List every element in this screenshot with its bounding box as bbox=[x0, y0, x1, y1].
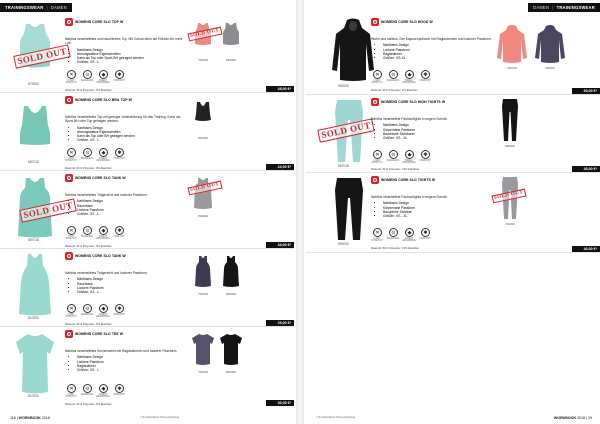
left-header-sub: DAMEN bbox=[50, 5, 67, 10]
material-text: Material: 91% Polyester, 9% Elasthan bbox=[65, 166, 112, 170]
page-number: 19 bbox=[588, 416, 592, 420]
year: 2018 bbox=[41, 416, 50, 420]
comfort-icon: ✱ bbox=[421, 228, 430, 237]
product-card[interactable] bbox=[306, 94, 600, 173]
feature-item: • Größen: XS - L bbox=[77, 138, 187, 142]
page-number: 116 bbox=[10, 416, 16, 420]
feature-icons: ✕ 4 WAY STRETCH ⊙ SEAMLESS ◆ SWEAT ABSORBING ✱ COMFORT bbox=[65, 150, 125, 162]
feature-item: • Größen: XS - L bbox=[77, 368, 187, 372]
product-info bbox=[371, 98, 493, 140]
thumb-sku: 790200 bbox=[197, 292, 208, 296]
feature-item: • Größen: XS - XL bbox=[383, 214, 493, 218]
feature-item: • Bauchfreie Sichtbarer bbox=[383, 132, 493, 136]
feature-item: • Größen: XS - L bbox=[77, 290, 187, 294]
product-sku: 990000 bbox=[338, 242, 350, 246]
seamless-icon: ⊙ bbox=[83, 226, 92, 235]
product-title: WOMENS CORE SLO HIGH TIGHTS W bbox=[381, 100, 446, 104]
feature-item: • Lockere Passform bbox=[383, 48, 493, 52]
thumb-image[interactable] bbox=[218, 20, 244, 54]
seamless-icon: ⊙ bbox=[389, 70, 398, 79]
feature-list bbox=[77, 126, 187, 143]
product-description: Nahtlos verarbeitete Fashiontights in engem Schnitt. bbox=[371, 117, 448, 121]
price-tag: 34,00 €* bbox=[266, 242, 294, 248]
feature-item: • Nahtloses Design bbox=[77, 277, 187, 281]
product-info bbox=[65, 174, 187, 216]
thumb-sku: 990000 bbox=[197, 214, 208, 218]
right-page bbox=[306, 0, 600, 424]
feature-list bbox=[383, 123, 493, 140]
feature-list bbox=[77, 48, 187, 65]
thumb-sku: 990000 bbox=[504, 144, 515, 148]
product-info bbox=[65, 96, 187, 142]
thumb-sku: 990000 bbox=[225, 370, 236, 374]
feature-icons: ✕ 4 WAY STRETCH ⊙ SEAMLESS ◆ SWEAT ABSORBING ✱ COMFORT bbox=[65, 228, 125, 240]
material-text: Material: 91% Polyester, 9% Elasthan bbox=[65, 322, 112, 326]
comfort-icon: ✱ bbox=[115, 226, 124, 235]
product-image bbox=[10, 96, 60, 162]
thumb-image[interactable] bbox=[190, 98, 216, 132]
thumb-image[interactable] bbox=[498, 98, 522, 142]
footnote: * Unverbindliche Preisempfehlung bbox=[316, 416, 356, 419]
thumb-sku: 990000 bbox=[225, 292, 236, 296]
price-tag: 30,00 €* bbox=[266, 400, 294, 406]
left-header-section: TRAININGSWEAR bbox=[5, 5, 44, 10]
product-title: WOMENS CORE SLO TEE W bbox=[75, 332, 124, 336]
product-card[interactable] bbox=[0, 92, 294, 171]
comfort-icon: ✱ bbox=[115, 70, 124, 79]
product-info bbox=[371, 176, 493, 218]
comfort-icon: ✱ bbox=[421, 70, 430, 79]
feature-list bbox=[383, 201, 493, 218]
material-text: Material: 81% Polyester, 19% Elasthan bbox=[371, 167, 420, 171]
product-card[interactable] bbox=[0, 14, 294, 93]
product-sku: 810000 bbox=[28, 394, 40, 398]
feature-list bbox=[77, 199, 187, 216]
product-description: Nahtlos verarbeitetes und bauchfreies Top. Mit Cutout oben am Rücken für mehr Luft. bbox=[65, 37, 183, 46]
material-text: Material: 91% Polyester, 9% Elasthan bbox=[65, 88, 112, 92]
stretch-icon: ✕ bbox=[373, 228, 382, 237]
price-tag: 24,00 €* bbox=[266, 164, 294, 170]
feature-item: • Nahtloses Design bbox=[383, 123, 493, 127]
feature-icons: ✕ 4 WAY STRETCH ⊙ SEAMLESS ◆ SWEAT ABSORBING ✱ COMFORT bbox=[371, 72, 431, 84]
thumb-image[interactable] bbox=[534, 24, 566, 64]
feature-icons: ✕ 4 WAY STRETCH ⊙ SEAMLESS ◆ SWEAT ABSORBING ✱ COMFORT bbox=[65, 386, 125, 398]
stretch-icon: ✕ bbox=[373, 150, 382, 159]
product-title: WOMENS CORE SLO TIGHTS W bbox=[381, 178, 436, 182]
feature-list bbox=[383, 43, 493, 60]
sold-out-stamp-thumb: SOLD OUT bbox=[492, 189, 527, 204]
feature-icons: ✕ 4 WAY STRETCH ⊙ SEAMLESS ◆ SWEAT ABSORBING ✱ COMFORT bbox=[65, 72, 125, 84]
product-image bbox=[324, 176, 374, 242]
feature-item: • Kann als Top oder Sport-BH getragen werden bbox=[77, 56, 187, 60]
sweat-icon: ◆ bbox=[405, 150, 414, 159]
left-page-footer: 116 | WORKBOOK 2018 bbox=[10, 416, 50, 420]
product-sku: 990000 bbox=[338, 84, 350, 88]
feature-item: • Größen: XS - XL bbox=[383, 136, 493, 140]
sold-out-stamp: SOLD OUT bbox=[19, 198, 77, 222]
brand-name: WORKBOOK bbox=[18, 416, 41, 420]
sweat-icon: ◆ bbox=[405, 228, 414, 237]
sold-out-stamp: SOLD OUT bbox=[13, 44, 71, 68]
sweat-icon: ◆ bbox=[405, 70, 414, 79]
page-gutter bbox=[296, 0, 304, 424]
product-image bbox=[10, 330, 60, 396]
sold-out-stamp: SOLD OUT bbox=[317, 118, 375, 142]
right-page-footer: WORKBOOK 2018 | 19 bbox=[553, 416, 592, 420]
feature-item: • Größen: XS - L bbox=[77, 60, 187, 64]
product-description: Warm und nahtlos. Der Kapuzenpullover mit Raglanärmeln und lockerer Passform. bbox=[371, 37, 492, 41]
feature-item: • Atmungsaktive Eigenschaften bbox=[77, 130, 187, 134]
thumb-sku: 830000 bbox=[225, 58, 236, 62]
stretch-icon: ✕ bbox=[67, 226, 76, 235]
sweat-icon: ◆ bbox=[99, 226, 108, 235]
stretch-icon: ✕ bbox=[373, 70, 382, 79]
stretch-icon: ✕ bbox=[67, 384, 76, 393]
feature-item: • Raglanärmel bbox=[77, 364, 187, 368]
feature-icons: ✕ 4 WAY STRETCH ⊙ SEAMLESS ◆ SWEAT ABSORBING ✱ COMFORT bbox=[371, 152, 431, 164]
brand-logo-icon bbox=[371, 176, 379, 184]
thumb-sku: 790200 bbox=[197, 370, 208, 374]
stretch-icon: ✕ bbox=[67, 70, 76, 79]
sweat-icon: ◆ bbox=[99, 384, 108, 393]
product-card[interactable] bbox=[0, 326, 294, 410]
feature-icons: ✕ 4 WAY STRETCH ⊙ SEAMLESS ◆ SWEAT ABSORBING ✱ COMFORT bbox=[65, 306, 125, 318]
product-description: Nahtlos verarbeitetes Trägershirt und lockerer Passform. bbox=[65, 271, 148, 275]
material-text: Material: 91% Polyester, 9% Elasthan bbox=[65, 402, 112, 406]
sweat-icon: ◆ bbox=[99, 304, 108, 313]
comfort-icon: ✱ bbox=[421, 150, 430, 159]
stretch-icon: ✕ bbox=[67, 304, 76, 313]
footnote: * Unverbindliche Preisempfehlung bbox=[140, 416, 180, 419]
product-description: Nahtlos verarbeitetes Trägershirt und lockerer Passform. bbox=[65, 193, 148, 197]
sweat-icon: ◆ bbox=[99, 70, 108, 79]
thumb-image[interactable] bbox=[218, 332, 244, 366]
thumb-sku: 790200 bbox=[544, 66, 555, 70]
right-header-sub: DAMEN bbox=[533, 5, 550, 10]
price-tag: 29,00 €* bbox=[266, 320, 294, 326]
feature-item: • Racerback bbox=[77, 204, 187, 208]
sold-out-stamp-thumb: SOLD OUT bbox=[188, 27, 223, 42]
thumb-sku: 790200 bbox=[197, 58, 208, 62]
price-tag: 65,00 €* bbox=[572, 88, 600, 94]
feature-list bbox=[77, 277, 187, 294]
feature-item: • Nahtloses Design bbox=[77, 126, 187, 130]
product-info bbox=[65, 18, 187, 64]
product-sku: 687018 bbox=[338, 164, 350, 168]
comfort-icon: ✱ bbox=[115, 148, 124, 157]
feature-item: • Nahtloses Design bbox=[77, 199, 187, 203]
product-description: Nahtlos verarbeitete Fashiontights in engem Schnitt. bbox=[371, 195, 448, 199]
feature-item: • Lockere Passform bbox=[77, 286, 187, 290]
feature-item: • Bauchfreie Sichtbar bbox=[383, 210, 493, 214]
right-header-section: TRAININGSWEAR bbox=[556, 5, 595, 10]
product-card[interactable] bbox=[0, 248, 294, 327]
feature-icons: ✕ 4 WAY STRETCH ⊙ SEAMLESS ◆ SWEAT ABSORBING ✱ COMFORT bbox=[371, 230, 431, 242]
product-info bbox=[65, 252, 187, 294]
stretch-icon: ✕ bbox=[67, 148, 76, 157]
price-tag: 40,00 €* bbox=[572, 246, 600, 252]
product-image bbox=[10, 252, 60, 318]
product-title: WOMENS CORE SLO TANK W bbox=[75, 254, 126, 258]
right-header-bar: DAMEN | TRAININGSWEAR bbox=[528, 3, 600, 12]
feature-item: • Nahtloses Design bbox=[383, 43, 493, 47]
comfort-icon: ✱ bbox=[115, 304, 124, 313]
feature-item: • Körpernahe Passform bbox=[383, 128, 493, 132]
sweat-icon: ◆ bbox=[99, 148, 108, 157]
product-title: WOMENS CORE SLO HOOD W bbox=[381, 20, 433, 24]
feature-item: • Nahtloses Design bbox=[77, 355, 187, 359]
seamless-icon: ⊙ bbox=[83, 384, 92, 393]
product-card[interactable] bbox=[306, 14, 600, 95]
thumb-image[interactable] bbox=[190, 332, 216, 366]
feature-list bbox=[77, 355, 187, 372]
product-card[interactable] bbox=[306, 172, 600, 253]
brand-logo-icon bbox=[65, 174, 73, 182]
thumb-sku: 790200 bbox=[506, 66, 517, 70]
seamless-icon: ⊙ bbox=[83, 304, 92, 313]
brand-logo-icon bbox=[371, 18, 379, 26]
product-sku: 879200 bbox=[28, 82, 40, 86]
left-page bbox=[0, 0, 294, 424]
seamless-icon: ⊙ bbox=[389, 228, 398, 237]
product-title: WOMENS CORE SLO BRA TOP W bbox=[75, 98, 132, 102]
feature-item: • Lockere Passform bbox=[77, 208, 187, 212]
product-description: Nahtlos verarbeitetes Top mit geringer Unterstützung für das Training. Kann als Sport-BH oder Top getragen werden. bbox=[65, 115, 181, 124]
brand-logo-icon bbox=[65, 18, 73, 26]
feature-item: • Nahtloses Design bbox=[77, 48, 187, 52]
product-sku: 687018 bbox=[28, 238, 40, 242]
product-info bbox=[65, 330, 187, 372]
product-info bbox=[371, 18, 493, 60]
brand-logo-icon bbox=[65, 96, 73, 104]
product-card[interactable] bbox=[0, 170, 294, 249]
comfort-icon: ✱ bbox=[115, 384, 124, 393]
product-description: Nahtlos verarbeitetes Kurzarmshirt mit Raglanärmeln und lockerer Passform. bbox=[65, 349, 178, 353]
thumb-sku: 990000 bbox=[197, 136, 208, 140]
feature-item: • Körpernahe Passform bbox=[383, 206, 493, 210]
material-text: Material: 91% Polyester, 9% Elasthan bbox=[371, 88, 418, 92]
seamless-icon: ⊙ bbox=[83, 70, 92, 79]
product-title: WOMENS CORE SLO TANK W bbox=[75, 176, 126, 180]
feature-item: • Racerback bbox=[77, 282, 187, 286]
feature-item: • Größen: XS-XL bbox=[383, 56, 493, 60]
material-text: Material: 81% Polyester, 19% Elasthan bbox=[371, 246, 420, 250]
feature-item: • Lockere Passform bbox=[77, 360, 187, 364]
seamless-icon: ⊙ bbox=[389, 150, 398, 159]
brand-logo-icon bbox=[65, 252, 73, 260]
price-tag: 28,00 €* bbox=[266, 86, 294, 92]
sold-out-stamp-thumb: SOLD OUT bbox=[188, 181, 223, 196]
material-text: Material: 91% Polyester, 9% Elasthan bbox=[65, 244, 112, 248]
feature-item: • Nahtloses Design bbox=[383, 201, 493, 205]
left-header-bar: TRAININGSWEAR | DAMEN bbox=[0, 3, 72, 12]
price-tag: 45,00 €* bbox=[572, 166, 600, 172]
feature-item: • Raglanärmel bbox=[383, 52, 493, 56]
feature-item: • Größen: XS - L bbox=[77, 212, 187, 216]
product-sku: 687018 bbox=[28, 160, 40, 164]
feature-item: • Atmungsaktive Eigenschaften bbox=[77, 52, 187, 56]
product-sku: 810000 bbox=[28, 316, 40, 320]
year: 2018 bbox=[577, 416, 586, 420]
thumb-image[interactable] bbox=[190, 254, 216, 288]
product-title: WOMENS CORE SLO TOP W bbox=[75, 20, 124, 24]
feature-item: • Kann als Top oder BH getragen werden bbox=[77, 134, 187, 138]
brand-name: WORKBOOK bbox=[553, 416, 577, 420]
thumb-image[interactable] bbox=[496, 24, 528, 64]
seamless-icon: ⊙ bbox=[83, 148, 92, 157]
thumb-image[interactable] bbox=[218, 254, 244, 288]
thumb-sku: 790200 bbox=[504, 222, 515, 226]
brand-logo-icon bbox=[371, 98, 379, 106]
brand-logo-icon bbox=[65, 330, 73, 338]
